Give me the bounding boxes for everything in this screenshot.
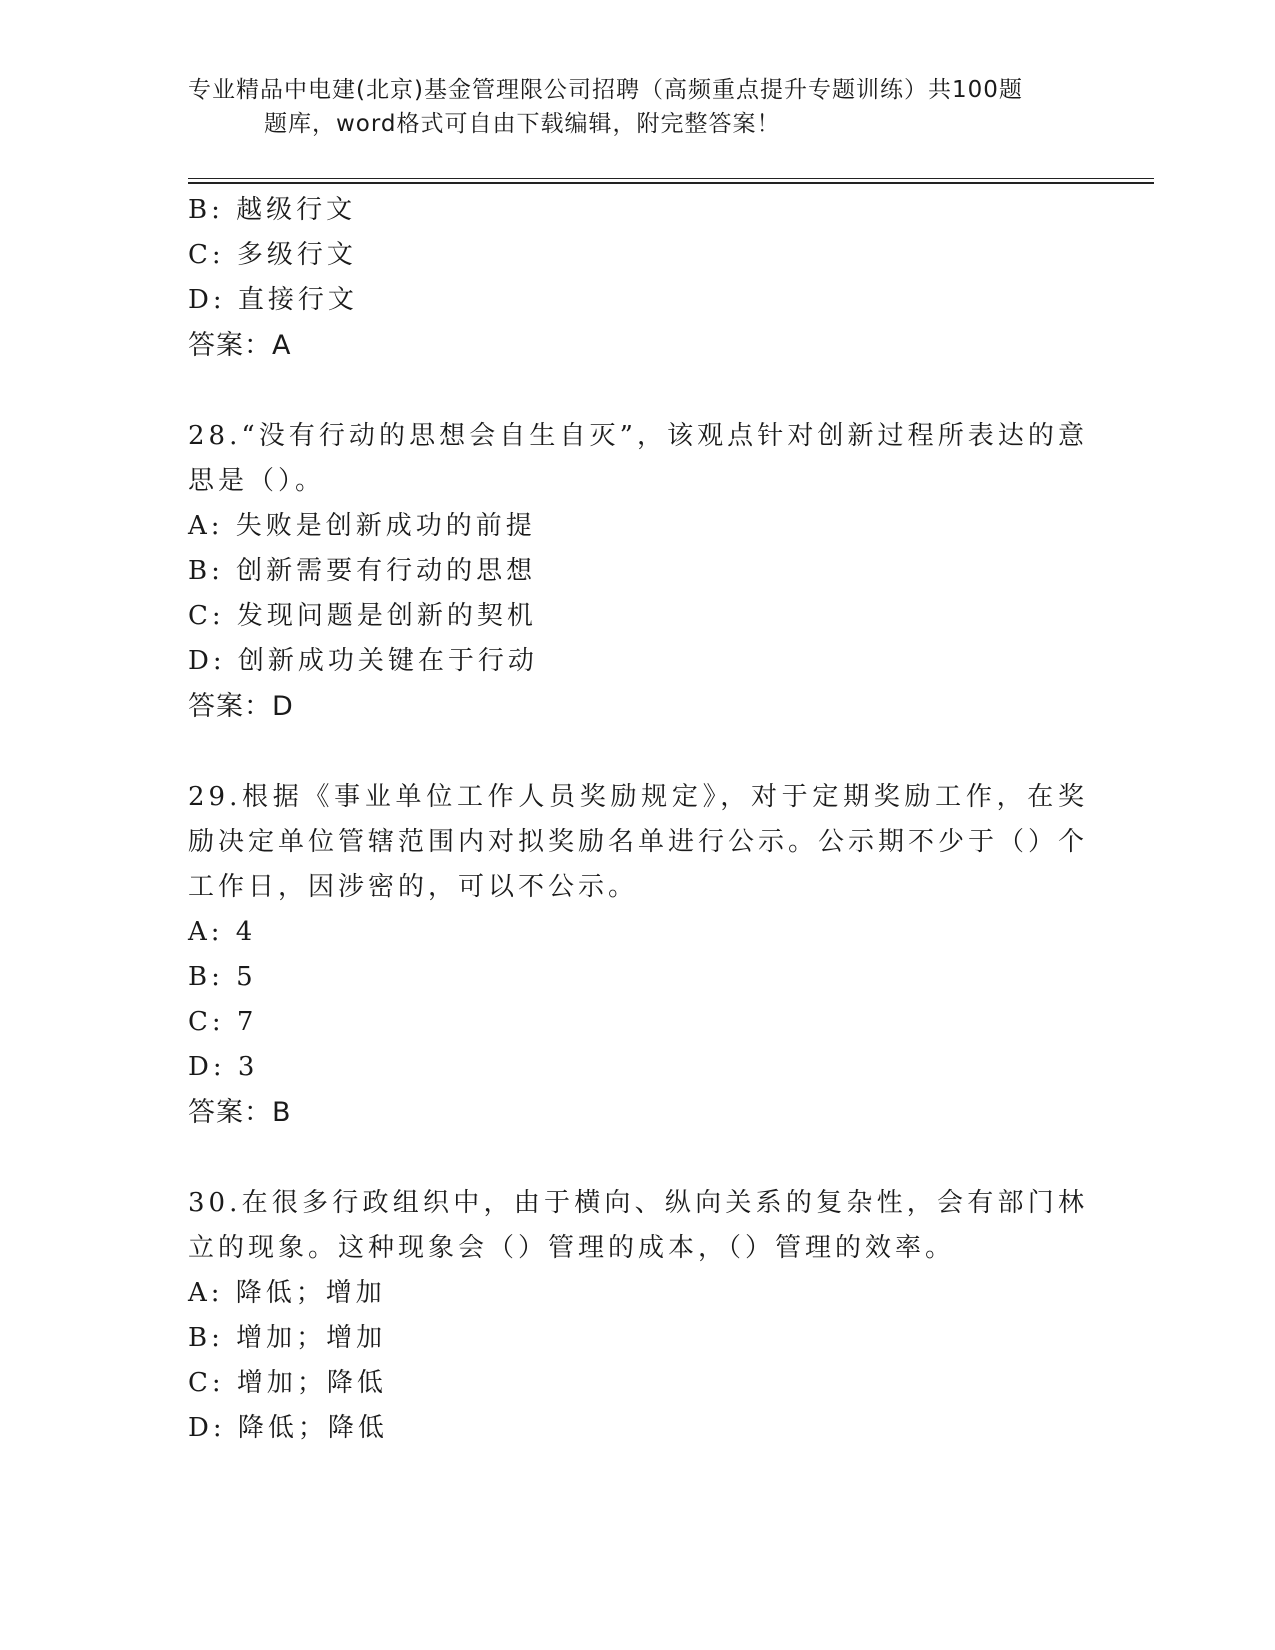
question-list <box>188 188 1088 1451</box>
question-text: 28.“没有行动的思想会自生自灭”，该观点针对创新过程所表达的意思是（）。 <box>188 421 1088 496</box>
header-title-line2: 题库，word格式可自由下载编辑，附完整答案！ <box>264 111 781 137</box>
header-rule-thin <box>188 178 1154 179</box>
option-d: D: 3 <box>188 1052 259 1082</box>
answer: 答案：D <box>188 691 294 722</box>
option-a: A: 失败是创新成功的前提 <box>188 511 536 541</box>
option-b: B: 增加；增加 <box>188 1323 387 1353</box>
question-text: 29.根据《事业单位工作人员奖励规定》，对于定期奖励工作，在奖励决定单位管辖范围内对拟奖励名单进行公示。公示期不少于（）个工作日，因涉密的，可以不公示。 <box>188 782 1089 902</box>
answer: 答案：B <box>188 1097 292 1128</box>
option-a: A: 降低；增加 <box>188 1278 386 1308</box>
option-d: D: 降低；降低 <box>188 1413 388 1443</box>
question-27 <box>188 188 1088 368</box>
option-d: D: 直接行文 <box>188 285 358 315</box>
option-d: D: 创新成功关键在于行动 <box>188 646 538 676</box>
option-c: C: 发现问题是创新的契机 <box>188 601 537 631</box>
question-text: 30.在很多行政组织中，由于横向、纵向关系的复杂性，会有部门林立的现象。这种现象会（）管理的成本，（）管理的效率。 <box>188 1188 1088 1263</box>
header-rule-thick <box>188 182 1154 184</box>
question-29 <box>188 775 1088 1135</box>
option-b: B: 创新需要有行动的思想 <box>188 556 537 586</box>
option-b: B: 越级行文 <box>188 195 357 225</box>
option-c: C: 7 <box>188 1007 258 1037</box>
option-c: C: 增加；降低 <box>188 1368 387 1398</box>
question-28 <box>188 414 1088 729</box>
question-30 <box>188 1181 1088 1451</box>
option-a: A: 4 <box>188 917 257 947</box>
option-b: B: 5 <box>188 962 257 992</box>
option-c: C: 多级行文 <box>188 240 357 270</box>
header-title-line1: 专业精品中电建(北京)基金管理限公司招聘（高频重点提升专题训练）共100题 <box>188 77 1023 103</box>
page-header <box>188 73 1108 141</box>
answer: 答案：A <box>188 330 292 361</box>
